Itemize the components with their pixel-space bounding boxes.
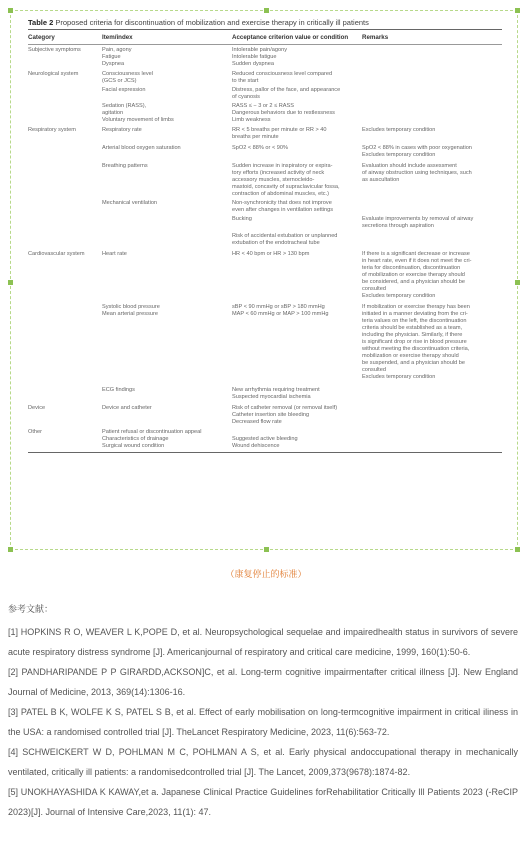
cell-text: Sudden dyspnea	[232, 61, 274, 67]
cell-text: Mechanical ventilation	[102, 200, 158, 206]
table-row	[28, 200, 502, 214]
figure-caption: （康复停止的标准）	[225, 569, 307, 579]
table-cell-cat	[28, 251, 102, 300]
reference-item: [2] PANDHARIPANDE P P GIRARDD,ACKSON]C, et al. Long-term cognitive impairmentafter critical illness [J]. New England Journal of Medicine, 2013, 369(14):1306-16.	[8, 667, 518, 697]
table-cell-rem	[362, 54, 500, 61]
table-cell-item	[102, 47, 232, 54]
table-cell-rem	[362, 103, 500, 117]
table-cell-crit	[232, 387, 362, 401]
table-cell-rem	[362, 443, 500, 450]
cell-text: Respiratory system	[28, 127, 76, 133]
reference-item: [5] UNOKHAYASHIDA K KAWAY,et a. Japanese Clinical Practice Guidelines forRehabilitatior Critically Ill Patients 2023 (-ReCIP 2023)[J]. Journal of Intensive Care,2023, 11(1): 47.	[8, 787, 518, 817]
cell-text: mastoid, concavity of supraclavicular fossa,	[232, 184, 340, 190]
table-cell-cat	[28, 127, 102, 141]
table-cell-crit	[232, 304, 362, 381]
cell-text: Excludes temporary condition	[362, 152, 436, 158]
table-cell-cat	[28, 436, 102, 443]
cell-text: criteria should be established as a team,	[362, 325, 463, 331]
header-criterion: Acceptance criterion value or condition	[232, 34, 349, 41]
table-row	[28, 54, 502, 61]
cell-text: Excludes temporary condition	[362, 293, 436, 299]
references-section	[8, 602, 518, 823]
table-row	[28, 251, 502, 300]
cell-text: Evaluate improvements by removal of airway	[362, 216, 474, 222]
table-cell-item	[102, 117, 232, 124]
table-row	[28, 145, 502, 159]
resize-handle[interactable]	[515, 280, 520, 285]
table-bottom-rule	[28, 452, 502, 453]
cell-text: (GCS or JCS)	[102, 78, 137, 84]
table-cell-item	[102, 54, 232, 61]
cell-text: including the physician. Similarly, if there	[362, 332, 463, 338]
header-remarks: Remarks	[362, 34, 389, 41]
table-cell-item	[102, 87, 232, 101]
cell-text: in heart rate, even if it does not meet the cri-	[362, 258, 472, 264]
cell-text: Dangerous behaviors due to restlessness	[232, 110, 335, 116]
table-caption-label: Table 2	[28, 18, 54, 27]
cell-text: as auscultation	[362, 177, 400, 183]
table-cell-crit	[232, 145, 362, 159]
table-cell-item	[102, 304, 232, 381]
cell-text: Excludes temporary condition	[362, 374, 436, 380]
cell-text: New arrhythmia requiring treatment	[232, 387, 320, 393]
table-cell-rem	[362, 71, 500, 85]
table-cell-crit	[232, 117, 362, 124]
table-cell-item	[102, 145, 232, 159]
cell-text: Heart rate	[102, 251, 127, 257]
table-cell-rem	[362, 47, 500, 54]
cell-text: HR < 40 bpm or HR > 130 bpm	[232, 251, 310, 257]
cell-text: Surgical wound condition	[102, 443, 165, 449]
cell-text: Mean arterial pressure	[102, 311, 158, 317]
cell-text: Risk of accidental extubation or unplanned	[232, 233, 338, 239]
table-row	[28, 163, 502, 198]
cell-text: mobilization or exercise therapy should	[362, 353, 459, 359]
table-cell-crit	[232, 200, 362, 214]
table-cell-rem	[362, 163, 500, 198]
cell-text: Risk of catheter removal (or removal itself)	[232, 405, 338, 411]
table-cell-crit	[232, 54, 362, 61]
cell-text: Limb weakness	[232, 117, 271, 123]
table-cell-rem	[362, 251, 500, 300]
table-cell-rem	[362, 127, 500, 141]
table-row	[28, 429, 502, 436]
table-row	[28, 304, 502, 381]
table-cell-item	[102, 233, 232, 247]
table-header	[28, 30, 502, 45]
table-cell-rem	[362, 117, 500, 124]
table-cell-cat	[28, 233, 102, 247]
table-cell-item	[102, 429, 232, 436]
cell-text: ECG findings	[102, 387, 135, 393]
table-cell-item	[102, 251, 232, 300]
cell-text: Reduced consciousness level compared	[232, 71, 333, 77]
table-row	[28, 233, 502, 247]
cell-text: RASS ≤ − 3 or 2 ≤ RASS	[232, 103, 294, 109]
cell-text: is significant drop or rise in blood pressure	[362, 339, 467, 345]
table-cell-cat	[28, 304, 102, 381]
table-cell-rem	[362, 200, 500, 214]
table-cell-crit	[232, 251, 362, 300]
cell-text: Suspected myocardial ischemia	[232, 394, 311, 400]
table-cell-crit	[232, 436, 362, 443]
table-cell-crit	[232, 61, 362, 68]
table-cell-item	[102, 103, 232, 117]
table-cell-crit	[232, 87, 362, 101]
table-cell-cat	[28, 405, 102, 426]
table-cell-crit	[232, 405, 362, 426]
table-cell-item	[102, 200, 232, 214]
table-cell-crit	[232, 103, 362, 117]
cell-text: Subjective symptoms	[28, 47, 81, 53]
cell-text: consulted	[362, 286, 386, 292]
cell-text: accessory muscles, sternocleido-	[232, 177, 315, 183]
cell-text: Characteristics of drainage	[102, 436, 169, 442]
cell-text: without meeting the discontinuation criteria,	[362, 346, 470, 352]
table-body	[28, 47, 502, 450]
cell-text: be considered, and a physician should be	[362, 279, 465, 285]
references-title: 参考文献：	[8, 604, 54, 614]
table-cell-crit	[232, 47, 362, 54]
cell-text: Distress, pallor of the face, and appearance	[232, 87, 341, 93]
table-cell-cat	[28, 163, 102, 198]
cell-text: Suggested active bleeding	[232, 436, 298, 442]
cell-text: of mobilization or exercise therapy should	[362, 272, 465, 278]
table-cell-cat	[28, 71, 102, 85]
cell-text: extubation of the endotracheal tube	[232, 240, 320, 246]
table-row	[28, 71, 502, 85]
table-cell-crit	[232, 71, 362, 85]
table-cell-cat	[28, 429, 102, 436]
cell-text: to the start	[232, 78, 259, 84]
table-image[interactable]	[10, 10, 518, 550]
cell-text: MAP < 60 mmHg or MAP > 100 mmHg	[232, 311, 329, 317]
cell-text: If mobilization or exercise therapy has been	[362, 304, 470, 310]
cell-text: contraction of abdominal muscles, etc.)	[232, 191, 330, 197]
table-cell-rem	[362, 387, 500, 401]
cell-text: Arterial blood oxygen saturation	[102, 145, 181, 151]
table-row	[28, 87, 502, 101]
cell-text: of airway obstruction using techniques, such	[362, 170, 472, 176]
table-cell-cat	[28, 87, 102, 101]
table-cell-rem	[362, 216, 500, 230]
cell-text: SpO2 < 88% in cases with poor oxygenation	[362, 145, 472, 151]
cell-text: teria for discontinuation, discontinuation	[362, 265, 461, 271]
resize-handle[interactable]	[8, 547, 13, 552]
cell-text: Pain, agony	[102, 47, 132, 53]
table-cell-rem	[362, 61, 500, 68]
cell-text: Wound dehiscence	[232, 443, 280, 449]
reference-item: [4] SCHWEICKERT W D, POHLMAN M C, POHLMAN A S, et al. Early physical andoccupational therapy in mechanically ventilated, critically ill patients: a randomisedcontrolled trial [J]. The Lancet, 2009,373(9678):1874-82.	[8, 747, 518, 777]
cell-text: Fatigue	[102, 54, 121, 60]
table-cell-item	[102, 163, 232, 198]
table-cell-crit	[232, 127, 362, 141]
table-cell-cat	[28, 61, 102, 68]
cell-text: Cardiovascular system	[28, 251, 85, 257]
table-cell-rem	[362, 87, 500, 101]
table-row	[28, 117, 502, 124]
cell-text: If there is a significant decrease or increase	[362, 251, 470, 257]
table-row	[28, 127, 502, 141]
cell-text: Decreased flow rate	[232, 419, 282, 425]
resize-handle[interactable]	[515, 547, 520, 552]
resize-handle[interactable]	[264, 8, 269, 13]
table-cell-rem	[362, 145, 500, 159]
cell-text: Neurological system	[28, 71, 79, 77]
table-cell-cat	[28, 200, 102, 214]
table-cell-crit	[232, 429, 362, 436]
cell-text: Consciousness level	[102, 71, 153, 77]
cell-text: Respiratory rate	[102, 127, 142, 133]
cell-text: tory efforts (increased activity of neck	[232, 170, 325, 176]
table-cell-crit	[232, 216, 362, 230]
table-cell-cat	[28, 387, 102, 401]
cell-text: of cyanosis	[232, 94, 260, 100]
cell-text: Excludes temporary condition	[362, 127, 436, 133]
table-cell-item	[102, 443, 232, 450]
cell-text: Patient refusal or discontinuation appeal	[102, 429, 202, 435]
cell-text: Systolic blood pressure	[102, 304, 160, 310]
cell-text: initiated in a manner deviating from the cri-	[362, 311, 468, 317]
cell-text: even after changes in ventilation settings	[232, 207, 334, 213]
table-row	[28, 47, 502, 54]
table-cell-cat	[28, 103, 102, 117]
cell-text: SpO2 < 88% or < 90%	[232, 145, 288, 151]
table-cell-item	[102, 216, 232, 230]
table-cell-crit	[232, 443, 362, 450]
cell-text: consulted	[362, 367, 386, 373]
table-row	[28, 436, 502, 443]
cell-text: Dyspnea	[102, 61, 125, 67]
cell-text: Evaluation should include assessment	[362, 163, 457, 169]
cell-text: Voluntary movement of limbs	[102, 117, 174, 123]
resize-handle[interactable]	[264, 547, 269, 552]
table-cell-crit	[232, 163, 362, 198]
resize-handle[interactable]	[515, 8, 520, 13]
cell-text: Intolerable pain/agony	[232, 47, 288, 53]
table-row	[28, 387, 502, 401]
table-caption	[28, 18, 502, 30]
table-row	[28, 103, 502, 117]
criteria-table	[28, 18, 502, 453]
table-cell-crit	[232, 233, 362, 247]
cell-text: Breathing patterns	[102, 163, 148, 169]
cell-text: Catheter insertion site bleeding	[232, 412, 310, 418]
header-item: Item/index	[102, 34, 133, 41]
cell-text: Device and catheter	[102, 405, 152, 411]
table-cell-rem	[362, 304, 500, 381]
table-cell-cat	[28, 47, 102, 54]
resize-handle[interactable]	[8, 280, 13, 285]
table-cell-cat	[28, 54, 102, 61]
table-cell-rem	[362, 405, 500, 426]
cell-text: Sedation (RASS),	[102, 103, 147, 109]
table-cell-cat	[28, 145, 102, 159]
cell-text: be suspended, and a physician should be	[362, 360, 465, 366]
table-row	[28, 216, 502, 230]
table-cell-item	[102, 405, 232, 426]
cell-text: Device	[28, 405, 46, 411]
cell-text: Facial expression	[102, 87, 146, 93]
cell-text: Non-synchronicity that does not improve	[232, 200, 332, 206]
cell-text: Bucking	[232, 216, 252, 222]
cell-text: RR < 5 breaths per minute or RR > 40	[232, 127, 327, 133]
table-cell-cat	[28, 443, 102, 450]
cell-text: Sudden increase in inspiratory or expira-	[232, 163, 333, 169]
cell-text: teria values on the left, the discontinuation	[362, 318, 467, 324]
table-cell-rem	[362, 233, 500, 247]
header-category: Category	[28, 34, 55, 41]
cell-text: Other	[28, 429, 42, 435]
reference-item: [3] PATEL B K, WOLFE K S, PATEL S B, et al. Effect of early mobilisation on long-termcognitive impairment in critical iliness in the USA: a randomised controlled trial [J]. TheLancet Respiratory Medicine, 2023, 11(6):563-72.	[8, 707, 518, 737]
cell-text: sBP < 90 mmHg or sBP > 180 mmHg	[232, 304, 325, 310]
table-cell-rem	[362, 436, 500, 443]
resize-handle[interactable]	[8, 8, 13, 13]
table-cell-rem	[362, 429, 500, 436]
table-cell-item	[102, 436, 232, 443]
table-cell-item	[102, 61, 232, 68]
table-cell-item	[102, 127, 232, 141]
table-caption-text: Proposed criteria for discontinuation of mobilization and exercise therapy in critically ill patients	[55, 18, 369, 27]
table-cell-cat	[28, 117, 102, 124]
table-row	[28, 61, 502, 68]
reference-item: [1] HOPKINS R O, WEAVER L K,POPE D, et al. Neuropsychological sequelae and impairedhealth status in survivors of severe acute respiratory distress syndrome [J]. Americanjournal of respiratory and critical care medicine, 1999, 160(1):50-6.	[8, 627, 518, 657]
table-row	[28, 405, 502, 426]
cell-text: secretions through aspiration	[362, 223, 434, 229]
cell-text: breaths per minute	[232, 134, 279, 140]
table-row	[28, 443, 502, 450]
cell-text: agitation	[102, 110, 124, 116]
cell-text: Intolerable fatigue	[232, 54, 277, 60]
table-cell-item	[102, 71, 232, 85]
table-cell-cat	[28, 216, 102, 230]
table-cell-item	[102, 387, 232, 401]
